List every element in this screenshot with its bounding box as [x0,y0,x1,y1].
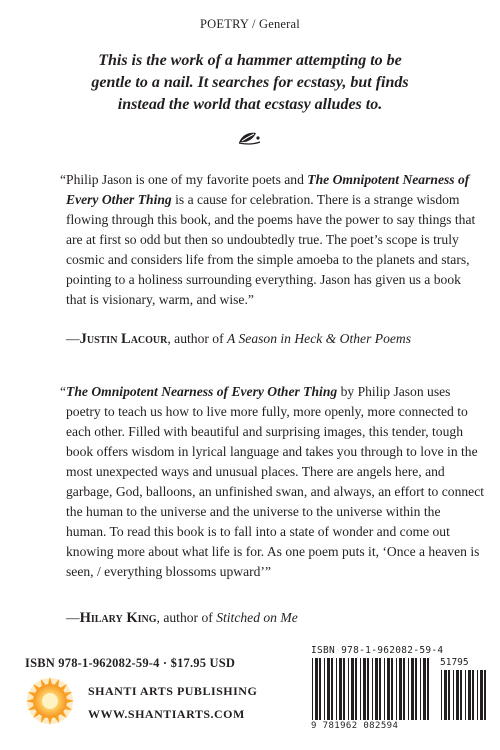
book-category: POETRY / General [200,17,300,31]
blurb-1-author-work: A Season in Heck & Other Poems [227,331,412,346]
ean-barcode [311,658,431,720]
blurb-2-dash: — [66,610,80,625]
publisher-name: SHANTI ARTS PUBLISHING [88,684,258,698]
blurb-1-author-of: , author of [167,331,228,346]
tagline-line-3: instead the world that ecstasy alludes to. [117,96,383,113]
price-barcode [440,670,486,720]
blurb-1-dash: — [66,331,80,346]
blurb-2-text: by Philip Jason uses poetry to teach us how to live more fully, more openly, more connected to each other. Filled with beautiful and surprising images, this tender, tough book offers wisdom in lyrical language and takes you through to love in the most unexpected ways and unusual places. There are angels here, and garbage, God, balloons, an unfinished swan, and always, an effort to connect the human to the universe and the universe to the universe within the human. To read this book is to fall into a state of wonder and come out knowing more about what life is for. As one poem puts it, ‘Once a heaven is seen, / everything blossoms upward’” [66,384,485,579]
blurb-2-attribution [66,608,486,628]
blurb-1-attribution [66,329,486,349]
fleuron-icon [236,130,262,146]
blurb-2-author-work: Stitched on Me [216,610,298,625]
tagline-line-2: gentle to a nail. It searches for ecstasy, but finds [91,74,409,91]
blurb-2 [60,382,485,582]
isbn-price: ISBN 978-1-962082-59-4 · $17.95 USD [25,656,236,670]
tagline-line-1: This is the work of a hammer attempting to be [98,52,402,69]
barcode-price-code: 51795 [440,657,469,668]
blurb-1-open: “Philip Jason is one of my favorite poets and [60,172,308,187]
blurb-1-book-title: The Omnipotent Nearness of Every Other Thing [66,172,470,207]
publisher-website: WWW.SHANTIARTS.COM [88,707,245,721]
blurb-2-book-title: The Omnipotent Nearness of Every Other Thing [66,384,338,399]
blurb-2-author: Hilary King [79,610,157,626]
blurb-1-author: Justin Lacour [79,331,168,347]
barcode-isbn-text: ISBN 978-1-962082-59-4 [311,645,444,656]
blurb-2-author-of: , author of [156,610,217,625]
tagline [60,50,440,116]
sun-logo-icon [25,676,75,726]
barcode-digits: 9 781962 082594 [311,721,399,731]
blurb-1-text: is a cause for celebration. There is a strange wisdom flowing through this book, and the poems have the power to say things that are at first so odd but then so undoubtedly true. The poet’s scope is truly cosmic and considers life from the simple amoeba to the planets and stars, pointing to a holiness surrounding everything. Jason has given us a book that is visionary, warm, and wise.” [66,192,476,307]
blurb-1 [60,170,484,310]
blurb-2-open: “ [60,384,67,399]
